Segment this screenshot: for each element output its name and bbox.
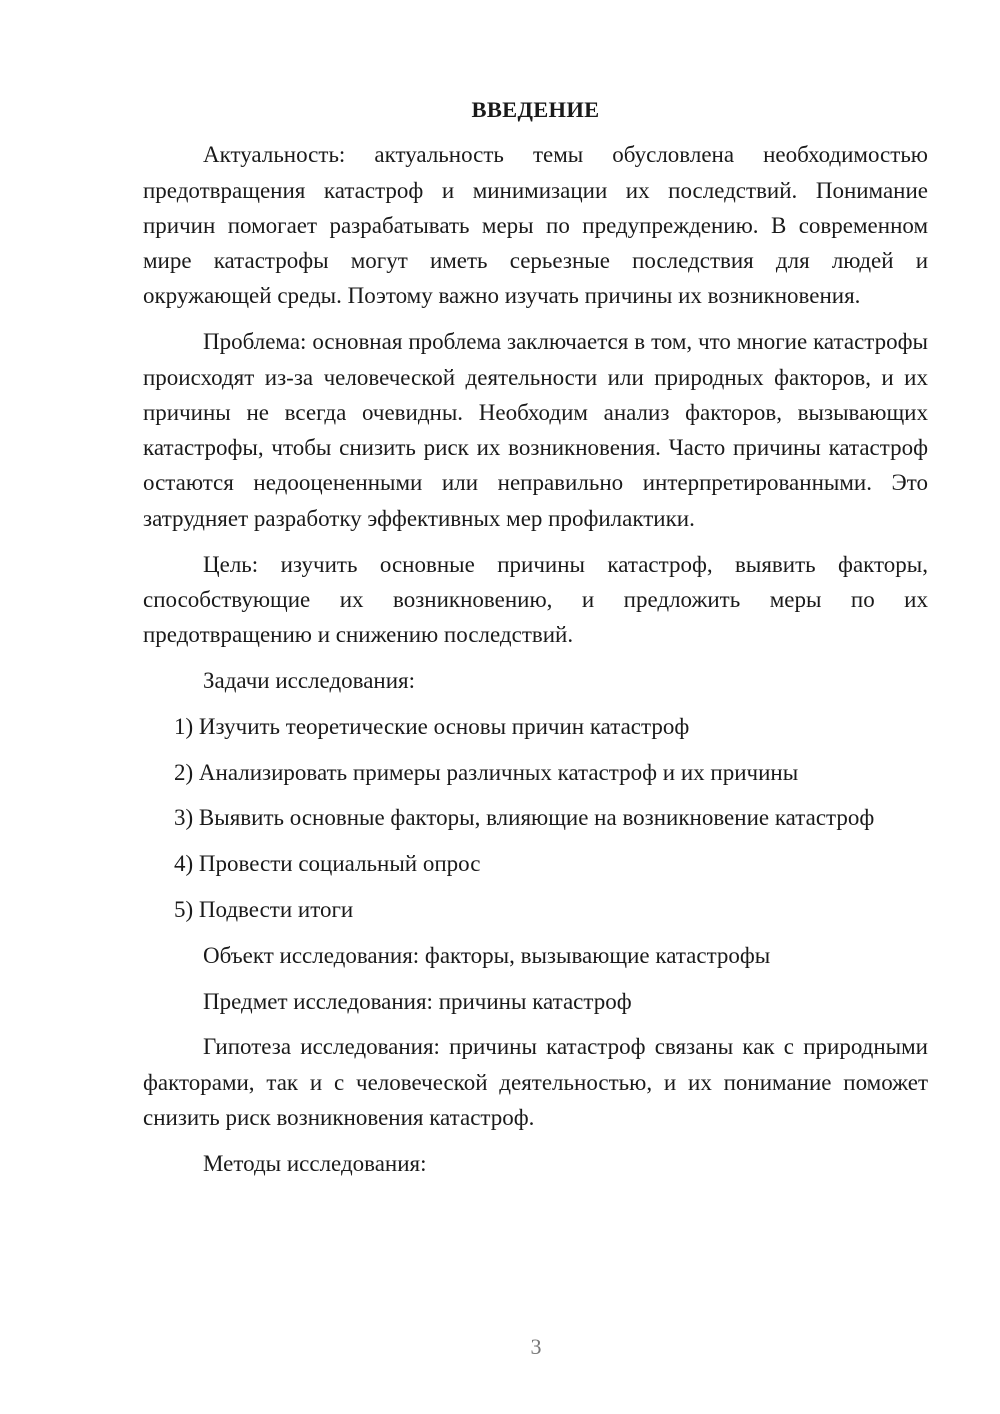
hypothesis-paragraph: Гипотеза исследования: причины катастроф связаны как с природными факторами, так и с человеческой деятельностью, и их понимание поможет снизить риск возникновения катастроф.	[143, 1034, 928, 1130]
page-number: 3	[530, 1334, 542, 1359]
task-item-1: 1) Изучить теоретические основы причин катастроф	[174, 713, 690, 739]
goal-paragraph: Цель: изучить основные причины катастроф, выявить факторы, способствующие их возникновению, и предложить меры по их предотвращению и снижению последствий.	[143, 551, 928, 648]
section-heading: ВВЕДЕНИЕ	[471, 97, 600, 122]
task-item-2: 2) Анализировать примеры различных катастроф и их причины	[174, 759, 799, 785]
methods-title: Методы исследования:	[203, 1150, 427, 1176]
task-item-4: 4) Провести социальный опрос	[174, 851, 481, 877]
relevance-paragraph: Актуальность: актуальность темы обусловлена необходимостью предотвращения катастроф и минимизации их последствий. Понимание причин помогает разрабатывать меры по предупреждению. В современном мире катастрофы могут иметь серьезные последствия для людей и окружающей среды. Поэтому важно изучать причины их возникновения.	[143, 142, 928, 309]
page-content	[143, 92, 928, 1192]
task-item-5: 5) Подвести итоги	[174, 896, 354, 922]
problem-paragraph: Проблема: основная проблема заключается в том, что многие катастрофы происходят из-за человеческой деятельности или природных факторов, и их причины не всегда очевидны. Необходим анализ факторов, вызывающих катастрофы, чтобы снизить риск их возникновения. Часто причины катастроф остаются недооцененными или неправильно интерпретированными. Это затрудняет разработку эффективных мер профилактики.	[143, 329, 928, 531]
task-item-3: 3) Выявить основные факторы, влияющие на возникновение катастроф	[174, 805, 875, 831]
subject-line: Предмет исследования: причины катастроф	[203, 988, 632, 1014]
object-line: Объект исследования: факторы, вызывающие катастрофы	[203, 942, 771, 968]
tasks-title: Задачи исследования:	[203, 667, 416, 693]
